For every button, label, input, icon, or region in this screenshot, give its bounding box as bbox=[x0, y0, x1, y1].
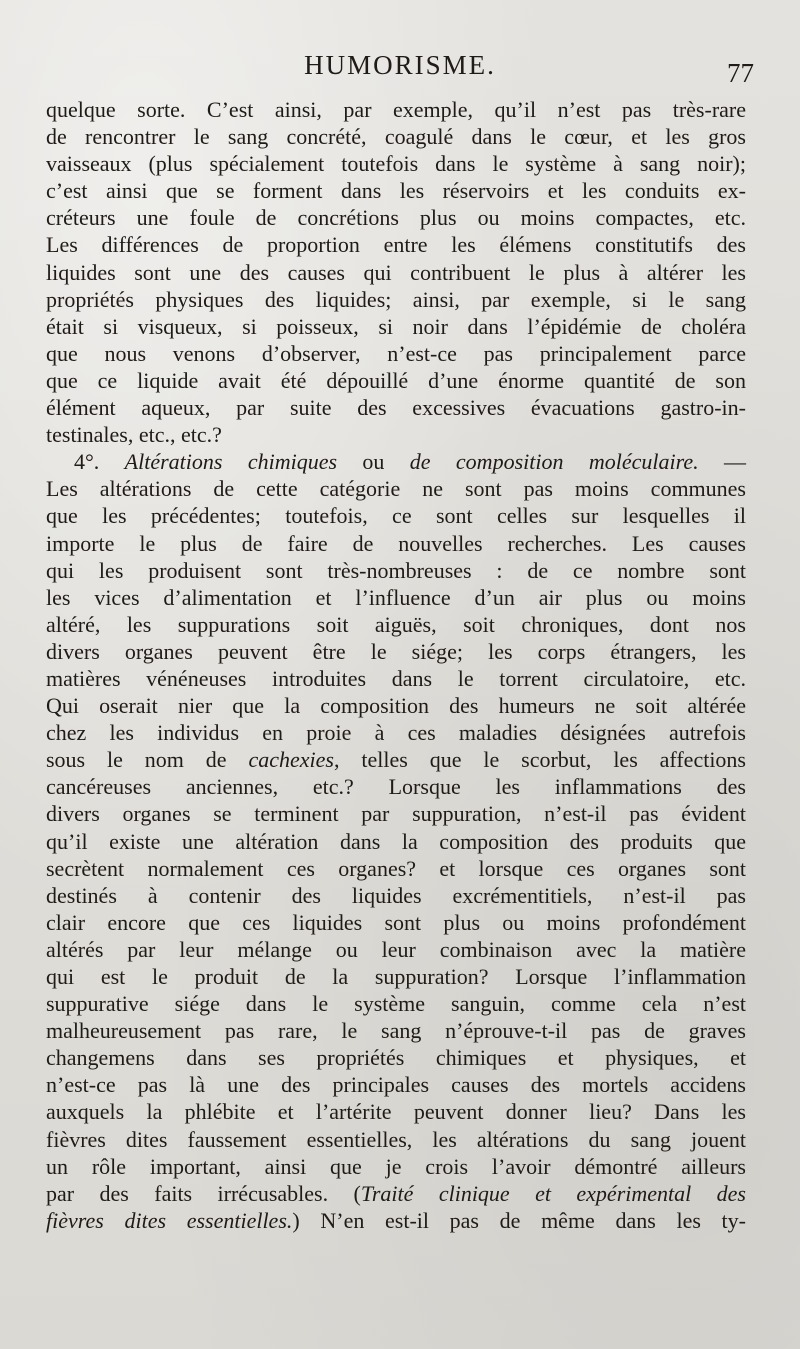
text-line bbox=[46, 367, 746, 394]
text-line bbox=[46, 150, 746, 177]
text-line bbox=[46, 800, 746, 827]
text-line bbox=[46, 611, 746, 638]
text-line bbox=[46, 1207, 746, 1234]
running-title: HUMORISME. bbox=[304, 50, 496, 80]
text-segment: malheureusement pas rare, le sang n’éprouve-t-il pas de graves bbox=[46, 1018, 746, 1044]
text-segment: sous le nom de bbox=[46, 747, 249, 773]
text-line bbox=[46, 1017, 746, 1044]
text-line bbox=[46, 638, 746, 665]
text-line bbox=[46, 1180, 746, 1207]
text-line bbox=[46, 123, 746, 150]
text-segment: les vices d’alimentation et l’influence d’un air plus ou moins bbox=[46, 584, 746, 610]
text-line bbox=[46, 882, 746, 909]
text-segment: était si visqueux, si poisseux, si noir dans l’épidémie de choléra bbox=[46, 313, 746, 339]
text-line bbox=[46, 96, 746, 123]
text-segment: altéré, les suppurations soit aiguës, soit chroniques, dont nos bbox=[46, 611, 746, 637]
page-number: 77 bbox=[727, 58, 754, 88]
page-header bbox=[40, 50, 760, 94]
text-segment: auxquels la phlébite et l’artérite peuvent donner lieu? Dans les bbox=[46, 1099, 746, 1125]
text-line bbox=[46, 1071, 746, 1098]
text-line bbox=[46, 259, 746, 286]
text-segment: propriétés physiques des liquides; ainsi, par exemple, si le sang bbox=[46, 286, 746, 312]
text-segment: qui les produisent sont très-nombreuses : de ce nombre sont bbox=[46, 557, 746, 583]
text-line bbox=[46, 1098, 746, 1125]
text-segment: secrètent normalement ces organes? et lorsque ces organes sont bbox=[46, 855, 746, 881]
text-segment: importe le plus de faire de nouvelles recherches. Les causes bbox=[46, 530, 746, 556]
text-line bbox=[46, 1044, 746, 1071]
text-segment: suppurative siége dans le système sanguin, comme cela n’est bbox=[46, 991, 746, 1017]
text-segment: créteurs une foule de concrétions plus ou moins compactes, etc. bbox=[46, 205, 746, 231]
text-segment: liquides sont une des causes qui contribuent le plus à altérer les bbox=[46, 259, 746, 285]
text-line bbox=[46, 692, 746, 719]
text-line bbox=[46, 421, 746, 448]
text-segment: Qui oserait nier que la composition des humeurs ne soit altérée bbox=[46, 693, 746, 719]
text-segment: chez les individus en proie à ces maladies désignées autrefois bbox=[46, 720, 746, 746]
text-line bbox=[46, 909, 746, 936]
text-segment: un rôle important, ainsi que je crois l’avoir démontré ailleurs bbox=[46, 1153, 746, 1179]
text-line bbox=[46, 177, 746, 204]
text-segment: de rencontrer le sang concrété, coagulé dans le cœur, et les gros bbox=[46, 124, 746, 150]
text-line bbox=[46, 855, 746, 882]
text-segment: quelque sorte. C’est ainsi, par exemple, qu’il n’est pas très-rare bbox=[46, 97, 746, 122]
text-segment: divers organes peuvent être le siége; les corps étrangers, les bbox=[46, 638, 746, 664]
text-segment: fièvres dites faussement essentielles, les altérations du sang jouent bbox=[46, 1126, 746, 1152]
text-segment: , telles que le scorbut, les affections bbox=[333, 747, 746, 773]
text-segment: par des faits irrécusables. ( bbox=[46, 1180, 361, 1206]
text-line bbox=[46, 746, 746, 773]
text-line bbox=[46, 828, 746, 855]
italic-text: Traité clinique et expérimental des bbox=[360, 1180, 746, 1206]
text-segment: destinés à contenir des liquides excrémentitiels, n’est-il pas bbox=[46, 882, 746, 908]
text-segment: que ce liquide avait été dépouillé d’une énorme quantité de son bbox=[46, 367, 746, 393]
text-line bbox=[46, 963, 746, 990]
text-segment: clair encore que ces liquides sont plus ou moins profondément bbox=[46, 909, 746, 935]
text-line bbox=[46, 204, 746, 231]
text-line bbox=[46, 557, 746, 584]
text-segment: matières vénéneuses introduites dans le torrent circulatoire, etc. bbox=[46, 665, 746, 691]
text-line bbox=[46, 340, 746, 367]
italic-text: fièvres dites essentielles. bbox=[46, 1207, 293, 1233]
text-segment: cancéreuses anciennes, etc.? Lorsque les inflammations des bbox=[46, 774, 746, 800]
text-segment: ou bbox=[337, 449, 410, 475]
text-line bbox=[46, 502, 746, 529]
text-segment: 4°. bbox=[74, 449, 125, 475]
text-line bbox=[46, 1126, 746, 1153]
text-line bbox=[46, 665, 746, 692]
text-line bbox=[46, 448, 746, 475]
text-segment: Les altérations de cette catégorie ne sont pas moins communes bbox=[46, 476, 746, 502]
text-segment: que nous venons d’observer, n’est-ce pas principalement parce bbox=[46, 340, 746, 366]
body-text bbox=[46, 96, 746, 1234]
text-segment: altérés par leur mélange ou leur combinaison avec la matière bbox=[46, 936, 746, 962]
text-segment: élément aqueux, par suite des excessives évacuations gastro-in- bbox=[46, 395, 746, 421]
text-line bbox=[46, 313, 746, 340]
text-line bbox=[46, 719, 746, 746]
text-line bbox=[46, 394, 746, 421]
text-line bbox=[46, 475, 746, 502]
text-line bbox=[46, 584, 746, 611]
text-segment: que les précédentes; toutefois, ce sont celles sur lesquelles il bbox=[46, 503, 746, 529]
text-line bbox=[46, 936, 746, 963]
italic-text: cachexies bbox=[248, 747, 334, 773]
text-segment: — bbox=[698, 449, 746, 475]
text-segment: testinales, etc., etc.? bbox=[46, 422, 222, 448]
text-segment: qu’il existe une altération dans la composition des produits que bbox=[46, 828, 746, 854]
text-segment: qui est le produit de la suppuration? Lorsque l’inflammation bbox=[46, 964, 746, 989]
italic-text: Altérations chimiques bbox=[124, 449, 338, 475]
text-line bbox=[46, 990, 746, 1017]
text-line bbox=[46, 1153, 746, 1180]
text-line bbox=[46, 530, 746, 557]
text-line bbox=[46, 231, 746, 258]
text-segment: ) N’en est-il pas de même dans les ty- bbox=[292, 1207, 746, 1233]
text-line bbox=[46, 286, 746, 313]
text-line bbox=[46, 773, 746, 800]
text-segment: divers organes se terminent par suppuration, n’est-il pas évident bbox=[46, 801, 746, 827]
text-segment: Les différences de proportion entre les élémens constitutifs des bbox=[46, 232, 746, 258]
text-segment: c’est ainsi que se forment dans les réservoirs et les conduits ex- bbox=[46, 178, 746, 204]
text-segment: changemens dans ses propriétés chimiques et physiques, et bbox=[46, 1045, 746, 1071]
italic-text: de composition moléculaire. bbox=[409, 449, 699, 475]
text-segment: n’est-ce pas là une des principales causes des mortels accidens bbox=[46, 1072, 746, 1098]
text-segment: vaisseaux (plus spécialement toutefois dans le système à sang noir); bbox=[46, 151, 746, 177]
